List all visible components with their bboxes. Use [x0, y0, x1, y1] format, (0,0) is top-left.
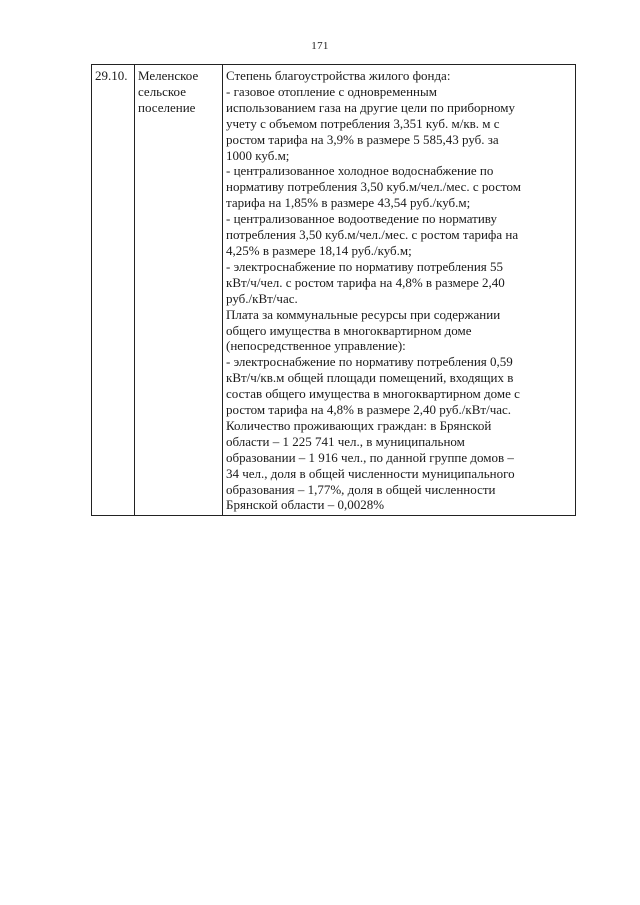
description-line: 1000 куб.м;	[226, 147, 290, 163]
settlement-name-line: поселение	[138, 99, 196, 115]
description-cell	[223, 65, 576, 516]
description-line: - централизованное холодное водоснабжение по	[226, 163, 494, 179]
page-number: 171	[311, 40, 329, 52]
description-line: потребления 3,50 куб.м/чел./мес. с ростом тарифа на	[226, 227, 519, 243]
description-line: состав общего имущества в многоквартирном доме с	[226, 386, 520, 402]
description-line: 4,25% в размере 18,14 руб./куб.м;	[226, 242, 412, 258]
description-line: области – 1 225 741 чел., в муниципальном	[226, 433, 465, 449]
row-number-cell: 29.10.	[92, 65, 135, 516]
settlement-name-line: сельское	[138, 83, 186, 99]
description-line: ростом тарифа на 3,9% в размере 5 585,43 руб. за	[226, 131, 499, 147]
description-line: кВт/ч/кв.м общей площади помещений, входящих в	[226, 370, 514, 386]
description-line: нормативу потребления 3,50 куб.м/чел./мес. с ростом	[226, 179, 522, 195]
description-line: учету с объемом потребления 3,351 куб. м/кв. м с	[226, 115, 500, 131]
description-line: - газовое отопление с одновременным	[226, 83, 437, 99]
description-line: ростом тарифа на 4,8% в размере 2,40 руб./кВт/час.	[226, 402, 512, 418]
description-line: руб./кВт/час.	[226, 290, 298, 306]
description-line: тарифа на 1,85% в размере 43,54 руб./куб.м;	[226, 195, 471, 211]
description-line: 34 чел., доля в общей численности муниципального	[226, 465, 515, 481]
description-line: общего имущества в многоквартирном доме	[226, 322, 472, 338]
description-line: кВт/ч/чел. с ростом тарифа на 4,8% в размере 2,40	[226, 274, 505, 290]
description-line: (непосредственное управление):	[226, 338, 406, 354]
description-line: - электроснабжение по нормативу потребления 0,59	[226, 354, 513, 370]
description-line: использованием газа на другие цели по приборному	[226, 99, 515, 115]
description-line: Брянской области – 0,0028%	[226, 497, 385, 513]
settlement-name-line: Меленское	[138, 68, 199, 83]
description-line: образования – 1,77%, доля в общей численности	[226, 481, 496, 497]
description-line: - электроснабжение по нормативу потребления 55	[226, 258, 503, 274]
description-line: Плата за коммунальные ресурсы при содержании	[226, 306, 501, 322]
description-line: образовании – 1 916 чел., по данной группе домов –	[226, 449, 514, 465]
description-line: Количество проживающих граждан: в Брянской	[226, 417, 492, 433]
tariff-table	[91, 64, 576, 516]
table-row	[92, 65, 576, 516]
description-line: Степень благоустройства жилого фонда:	[226, 68, 451, 83]
description-line: - централизованное водоотведение по нормативу	[226, 211, 497, 227]
settlement-name-cell	[135, 65, 223, 516]
